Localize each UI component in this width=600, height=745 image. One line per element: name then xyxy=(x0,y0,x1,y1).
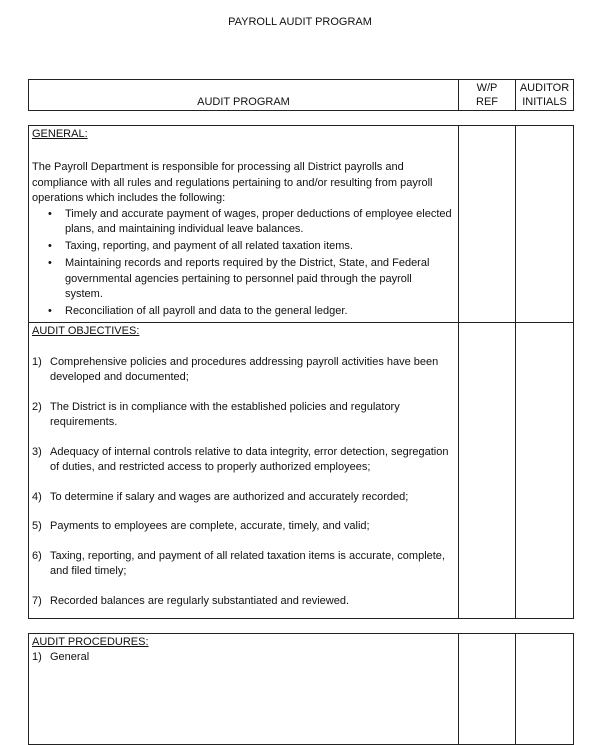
item-text: Recorded balances are regularly substantiated and reviewed. xyxy=(50,594,350,607)
bullet-text: Taxing, reporting, and payment of all related taxation items. xyxy=(65,240,353,253)
list-item xyxy=(32,650,452,666)
wp-ref-header xyxy=(459,80,516,111)
item-number: 3) xyxy=(32,445,42,458)
item-text: Adequacy of internal controls relative to data integrity, error detection, segregation of duties, and restricted access to properly authorized employees; xyxy=(50,445,449,474)
general-heading: GENERAL: xyxy=(32,128,88,140)
bullet-text: Timely and accurate payment of wages, proper deductions of employee elected plans, and maintaining individual leave balances. xyxy=(65,207,452,235)
procedures-table xyxy=(28,633,574,745)
header-row xyxy=(29,80,574,111)
general-bullet-list xyxy=(32,207,452,320)
objectives-wp-ref-cell[interactable] xyxy=(459,322,516,618)
list-item xyxy=(32,519,452,535)
general-auditor-initials-cell[interactable] xyxy=(516,126,574,323)
procedures-wp-ref-cell[interactable] xyxy=(459,634,516,745)
list-item xyxy=(48,304,452,319)
item-text: To determine if salary and wages are authorized and accurately recorded; xyxy=(50,490,409,503)
item-number: 2) xyxy=(32,400,42,413)
bullet-icon: • xyxy=(48,305,52,318)
audit-program-header: AUDIT PROGRAM xyxy=(29,80,459,111)
objectives-section-cell xyxy=(29,322,459,618)
objectives-heading: AUDIT OBJECTIVES: xyxy=(32,324,140,337)
item-text: Payments to employees are complete, accurate, timely, and valid; xyxy=(50,520,370,533)
list-item xyxy=(48,256,452,302)
bullet-icon: • xyxy=(48,207,52,220)
document-title: PAYROLL AUDIT PROGRAM xyxy=(228,16,372,28)
item-text: General xyxy=(50,651,90,663)
list-item xyxy=(32,445,452,476)
procedures-section-row xyxy=(29,634,574,745)
bullet-icon: • xyxy=(48,240,52,253)
procedures-list xyxy=(32,650,452,666)
list-item xyxy=(32,594,452,610)
wp-ref-line2: REF xyxy=(476,96,498,108)
item-number: 5) xyxy=(32,520,42,533)
objectives-list xyxy=(32,355,452,610)
procedures-section-cell xyxy=(29,634,459,745)
objectives-auditor-initials-cell[interactable] xyxy=(516,322,574,618)
list-item xyxy=(32,490,452,506)
header-table xyxy=(28,79,574,111)
audit-table xyxy=(28,125,574,619)
general-section-cell xyxy=(29,126,459,323)
auditor-initials-line2: INITIALS xyxy=(522,96,567,108)
item-number: 1) xyxy=(32,651,42,663)
procedures-heading: AUDIT PROCEDURES: xyxy=(32,636,149,648)
bullet-icon: • xyxy=(48,257,52,270)
general-intro: The Payroll Department is responsible for processing all District payrolls and compliance with all rules and regulations pertaining to and/or resulting from payroll operations which includes the following: xyxy=(32,161,433,204)
list-item xyxy=(48,207,452,238)
list-item xyxy=(32,549,452,580)
bullet-text: Reconciliation of all payroll and data to the general ledger. xyxy=(65,305,348,318)
list-item xyxy=(48,239,452,254)
item-text: Comprehensive policies and procedures addressing payroll activities have been developed and documented; xyxy=(50,355,439,384)
auditor-initials-header xyxy=(516,80,574,111)
item-number: 7) xyxy=(32,594,42,607)
procedures-auditor-initials-cell[interactable] xyxy=(516,634,574,745)
general-section-row xyxy=(29,126,574,323)
general-wp-ref-cell[interactable] xyxy=(459,126,516,323)
item-number: 6) xyxy=(32,549,42,562)
objectives-section-row xyxy=(29,322,574,618)
item-number: 4) xyxy=(32,490,42,503)
bullet-text: Maintaining records and reports required by the District, State, and Federal governmental agencies pertaining to personnel paid through the payroll system. xyxy=(65,257,430,300)
item-text: The District is in compliance with the established policies and regulatory requirements. xyxy=(50,400,400,429)
item-text: Taxing, reporting, and payment of all related taxation items is accurate, complete, and filed timely; xyxy=(50,549,445,578)
auditor-initials-line1: AUDITOR xyxy=(519,82,570,94)
item-number: 1) xyxy=(32,355,42,368)
list-item xyxy=(32,400,452,431)
wp-ref-line1: W/P xyxy=(476,82,498,94)
list-item xyxy=(32,355,452,386)
